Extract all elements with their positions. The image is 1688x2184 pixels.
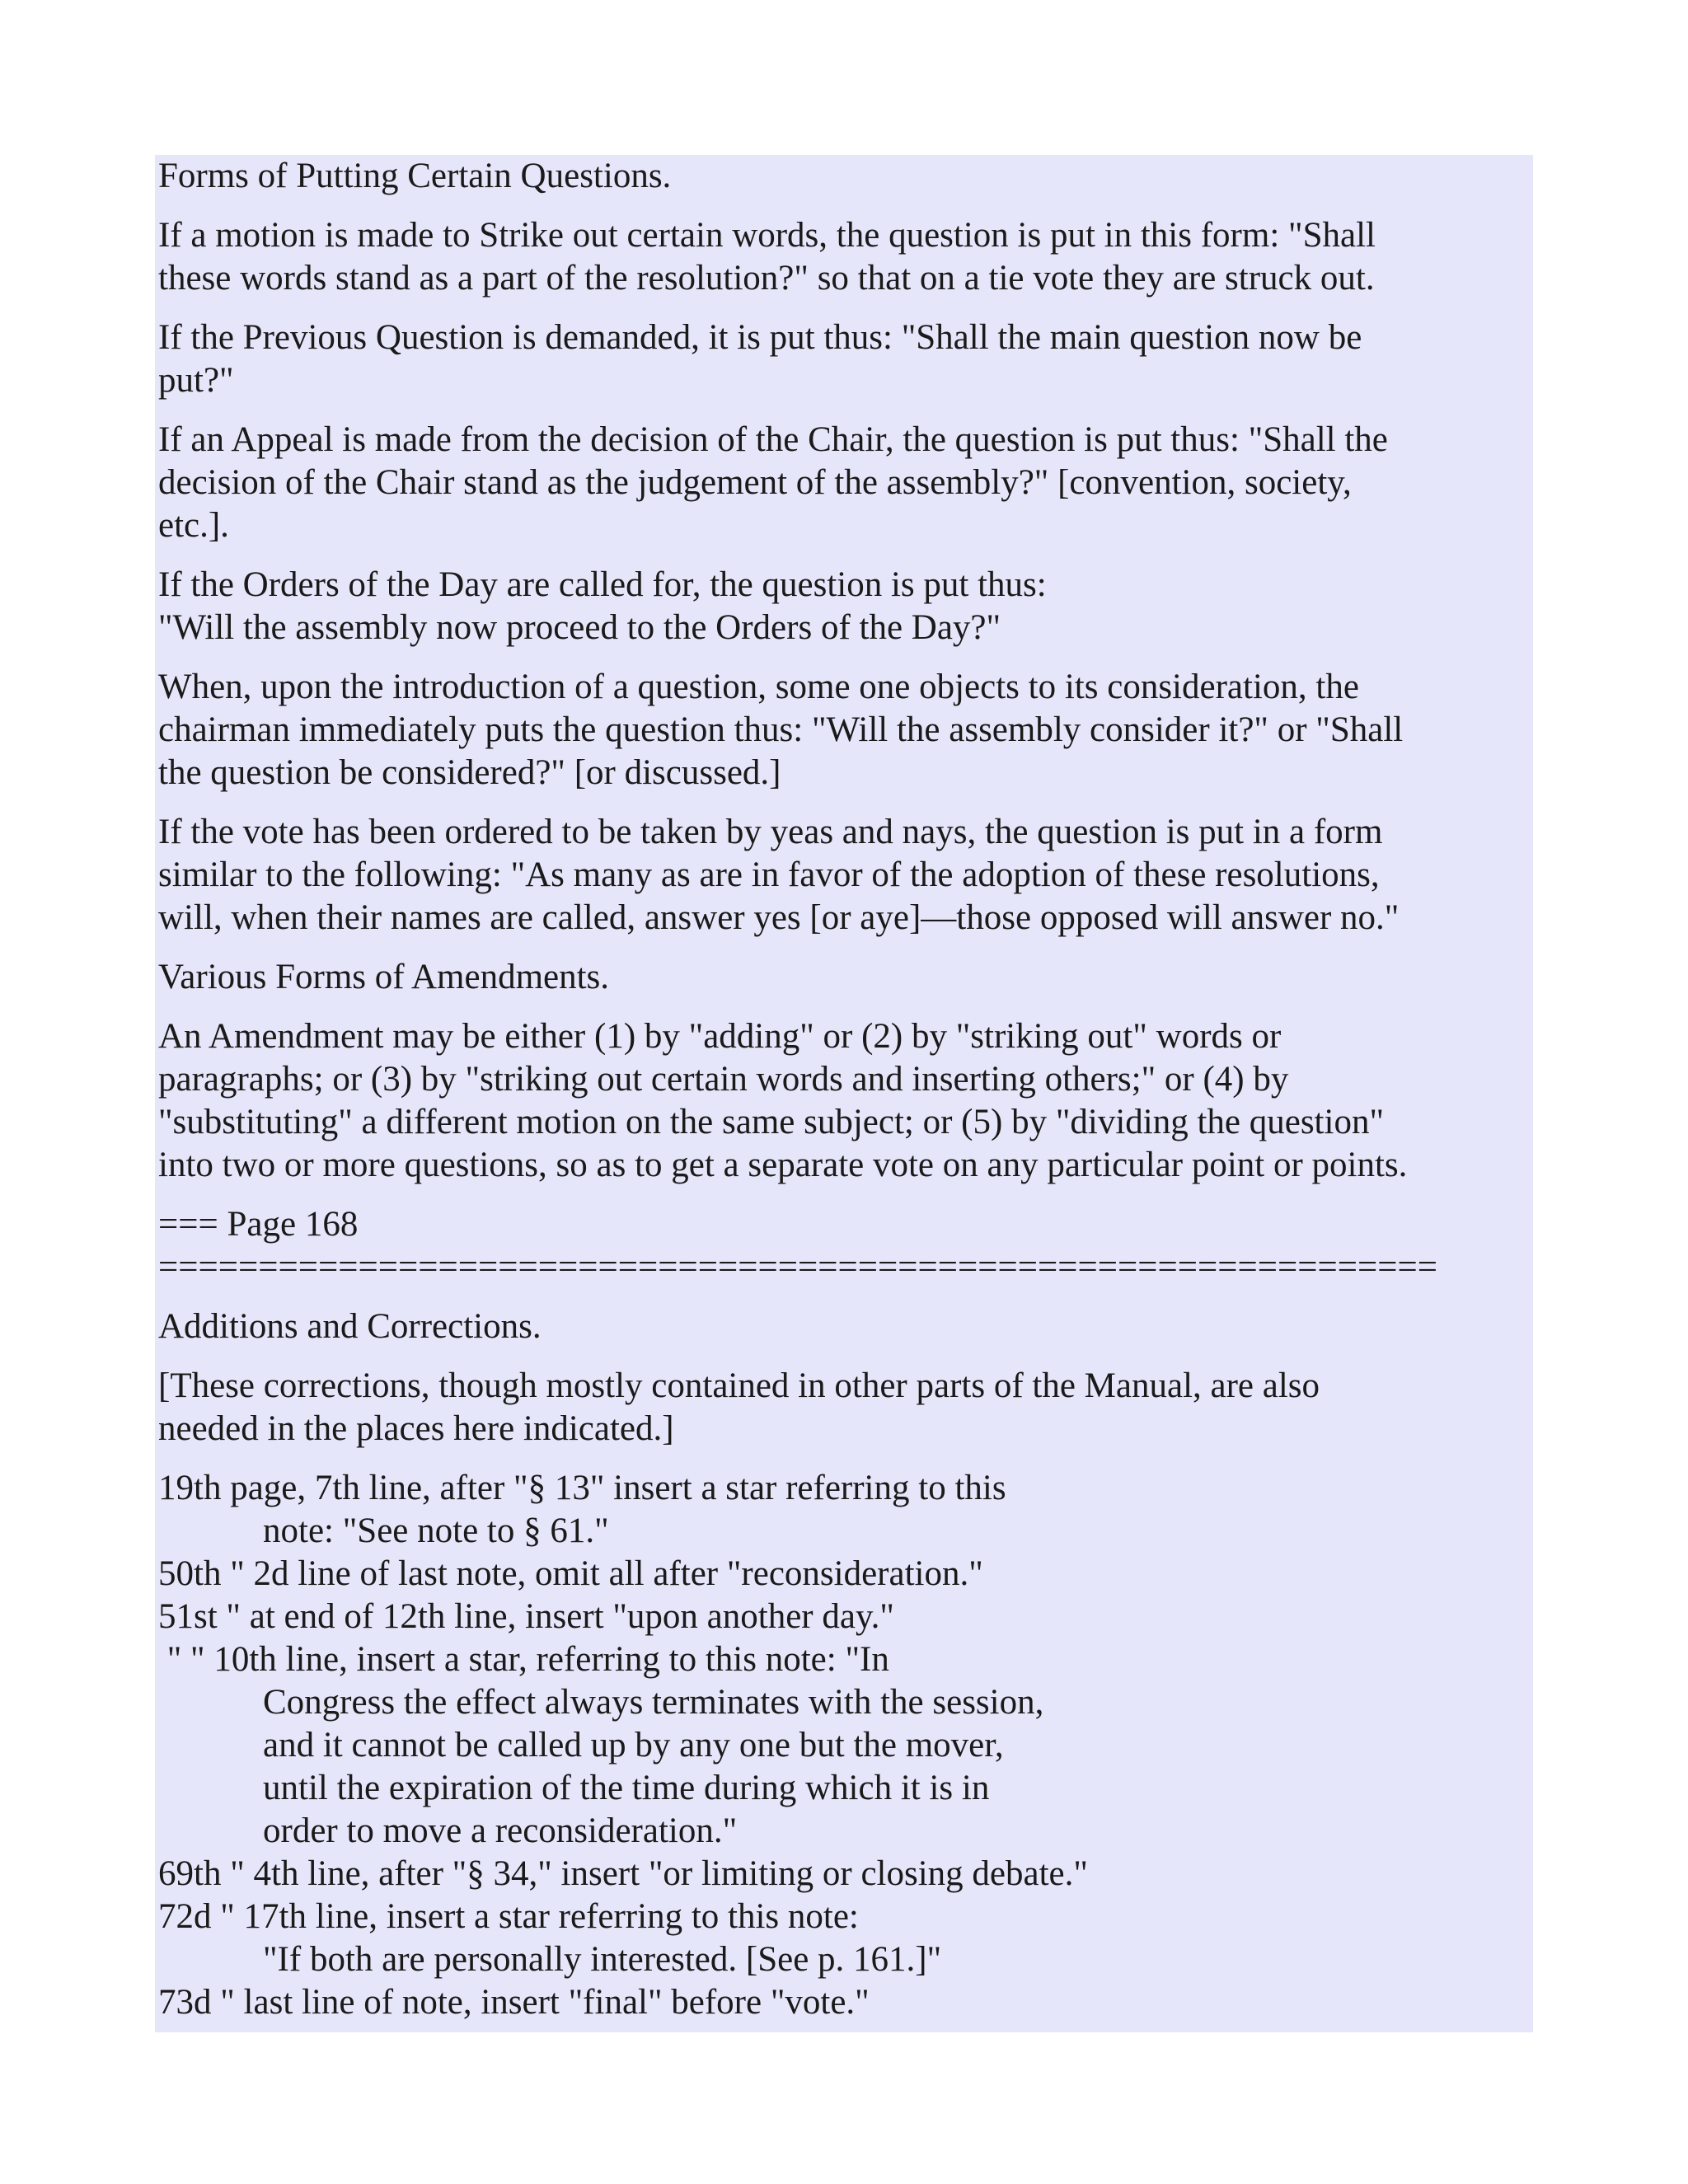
correction-note: note: "See note to § 61." [263,1511,609,1550]
corrections-list [158,1467,1530,2024]
text-line: "substituting" a different motion on the same subject; or (5) by "dividing the question" [158,1103,1385,1141]
page-number: === Page 168 [158,1205,359,1244]
correction-note: "If both are personally interested. [See p. 161.]" [263,1940,942,1979]
correction-entry: " " 10th line, insert a star, referring to this note: "In [158,1640,889,1679]
text-line: "Will the assembly now proceed to the Orders of the Day?" [158,608,1001,647]
text-line: into two or more questions, so as to get a separate vote on any particular point or points. [158,1146,1408,1184]
paragraph-amendments [158,1015,1530,1187]
section-heading: Various Forms of Amendments. [158,958,610,996]
correction-entry: 50th " 2d line of last note, omit all after "reconsideration." [158,1554,983,1593]
text-line: similar to the following: "As many as are in favor of the adoption of these resolutions, [158,855,1380,894]
text-line: If the vote has been ordered to be taken by yeas and nays, the question is put in a form [158,813,1383,851]
text-line: If the Previous Question is demanded, it is put thus: "Shall the main question now be [158,318,1362,357]
text-line: If an Appeal is made from the decision of the Chair, the question is put thus: "Shall the [158,420,1388,459]
text-line: paragraphs; or (3) by "striking out certain words and inserting others;" or (4) by [158,1060,1289,1099]
document-body [155,155,1533,2032]
page-marker [158,1203,1530,1289]
section-heading: Forms of Putting Certain Questions. [158,157,672,195]
text-line: will, when their names are called, answer yes [or aye]—those opposed will answer no." [158,898,1400,937]
section-heading: Additions and Corrections. [158,1307,542,1346]
correction-note: and it cannot be called up by any one but the mover, [263,1726,1004,1765]
text-line: these words stand as a part of the resolution?" so that on a tie vote they are struck out. [158,259,1375,298]
correction-note: Congress the effect always terminates with the session, [263,1683,1044,1722]
text-line: etc.]. [158,506,229,545]
correction-entry: 19th page, 7th line, after "§ 13" insert a star referring to this [158,1469,1006,1507]
paragraph-appeal [158,419,1530,547]
text-line: chairman immediately puts the question thus: "Will the assembly consider it?" or "Shall [158,710,1404,749]
correction-entry: 73d " last line of note, insert "final" before "vote." [158,1983,870,2022]
separator-line: ================================================================ [158,1248,1438,1286]
text-line: put?" [158,361,234,400]
paragraph-previous-question [158,316,1530,402]
corrections-intro [158,1365,1530,1451]
text-line: When, upon the introduction of a question, some one objects to its consideration, the [158,668,1359,706]
correction-entry: 69th " 4th line, after "§ 34," insert "or limiting or closing debate." [158,1854,1088,1893]
text-line: An Amendment may be either (1) by "adding" or (2) by "striking out" words or [158,1017,1282,1056]
text-line: If a motion is made to Strike out certain words, the question is put in this form: "Shall [158,216,1376,255]
correction-note: until the expiration of the time during which it is in [263,1769,990,1807]
correction-entry: 72d " 17th line, insert a star referring to this note: [158,1897,859,1936]
paragraph-objection [158,666,1530,794]
text-line: needed in the places here indicated.] [158,1409,674,1448]
correction-note: order to move a reconsideration." [263,1811,738,1850]
paragraph-strike-out [158,214,1530,300]
text-line: decision of the Chair stand as the judgement of the assembly?" [convention, society, [158,463,1352,502]
paragraph-yeas-nays [158,811,1530,940]
text-line: If the Orders of the Day are called for, the question is put thus: [158,565,1047,604]
text-line: [These corrections, though mostly contained in other parts of the Manual, are also [158,1366,1320,1405]
text-line: the question be considered?" [or discussed.] [158,753,781,792]
correction-entry: 51st " at end of 12th line, insert "upon another day." [158,1597,894,1636]
paragraph-orders-of-day [158,564,1530,649]
